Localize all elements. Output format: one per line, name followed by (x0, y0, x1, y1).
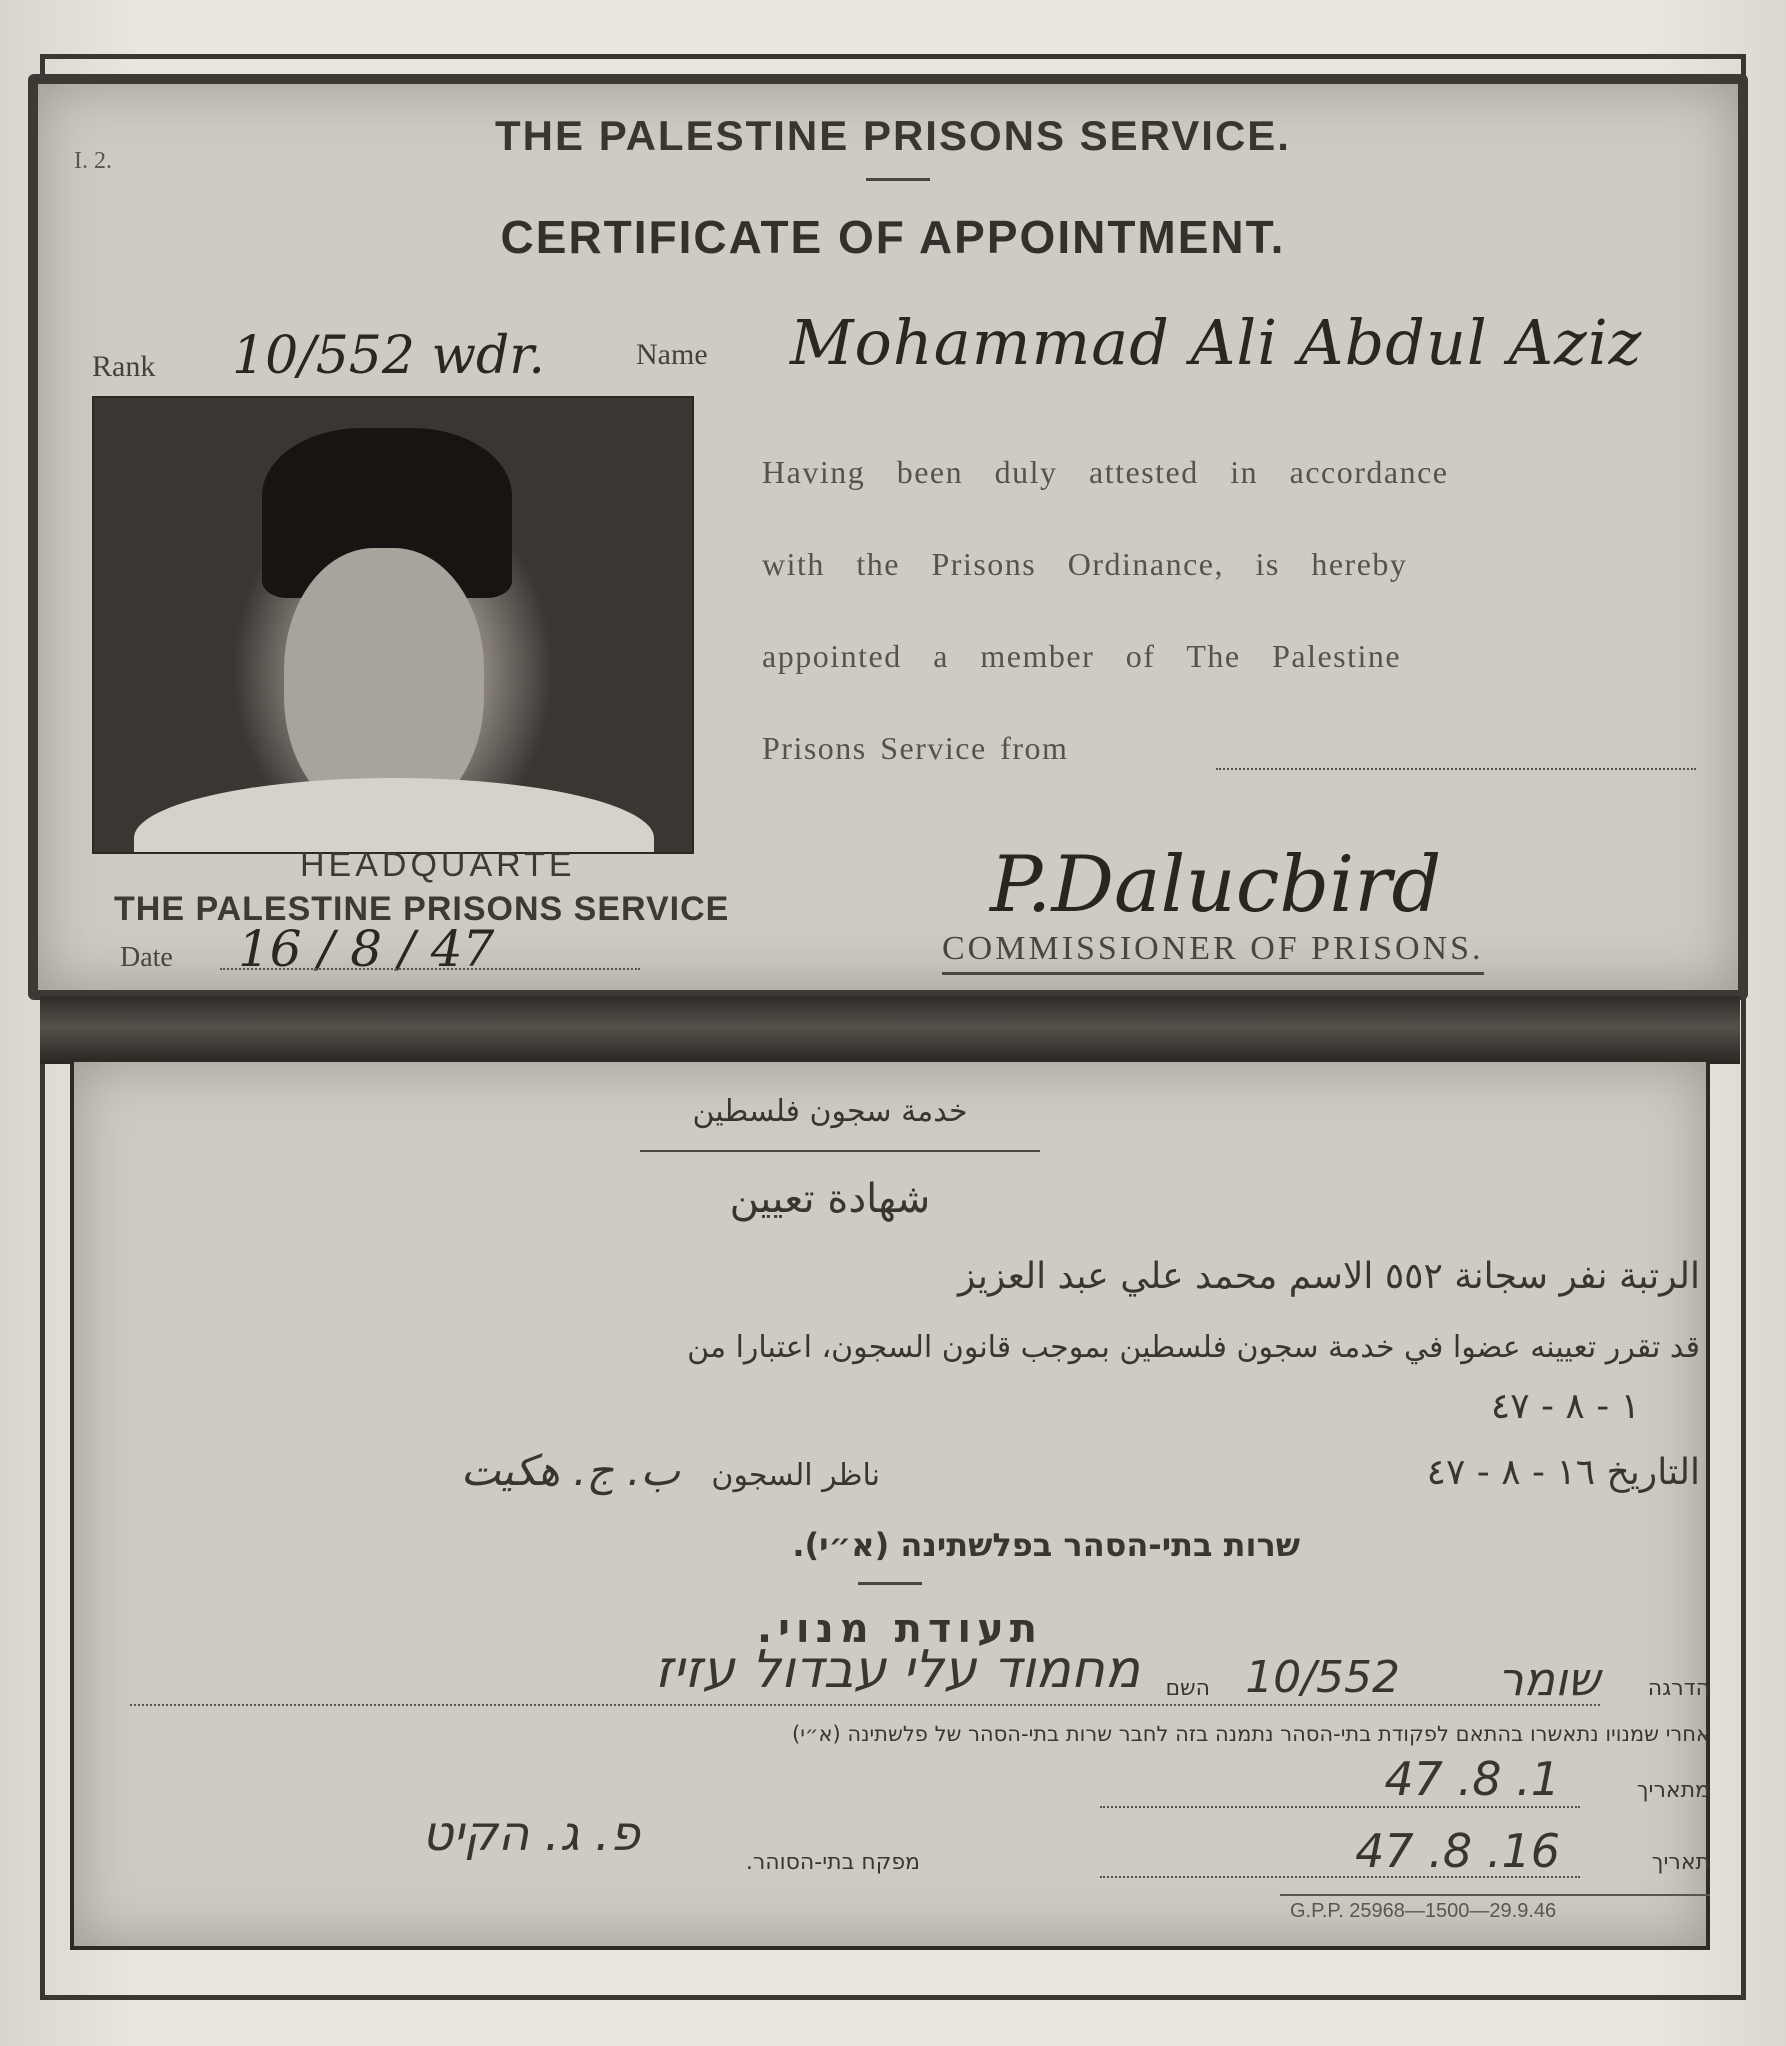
name-value: Mohammad Ali Abdul Aziz (790, 306, 1643, 379)
date-underline (220, 968, 640, 970)
hebrew-header: שרות בתי-הסהר בפלשתינה (א״י). (792, 1526, 1300, 1564)
date-label: Date (120, 942, 173, 973)
from-date-blank (1216, 768, 1696, 770)
hebrew-rank-label: הדרגה (1647, 1676, 1710, 1701)
form-code: I. 2. (74, 148, 112, 174)
commissioner-title: COMMISSIONER OF PRISONS. (942, 930, 1484, 975)
hebrew-title: תעודת מנוי. (756, 1606, 1044, 1652)
shirt (134, 778, 654, 854)
portrait-photo (92, 396, 694, 854)
date-value: 16 / 8 / 47 (238, 920, 495, 978)
hebrew-body-line: אחרי שמנויו נתאשרו בהתאם לפקודת בתי-הסהר נתמנה בזה לחבר שרות בתי-הסהר של פלשתינה (א״י) (792, 1722, 1710, 1746)
hebrew-name-line (130, 1704, 1600, 1706)
certificate-title: CERTIFICATE OF APPOINTMENT. (500, 211, 1286, 263)
arabic-commissioner-signature: ب. ج. هكيت (460, 1446, 680, 1495)
hebrew-name-label: השם (1165, 1676, 1210, 1701)
hebrew-commissioner-label: מפקח בתי-הסוהר. (745, 1850, 920, 1875)
hebrew-number-value: 10/552 (1245, 1652, 1400, 1703)
rank-label: Rank (92, 350, 156, 383)
hebrew-commissioner-signature: פ. ג. הקיט (421, 1806, 640, 1862)
body-line-3: appointed a member of The Palestine (762, 638, 1402, 674)
rank-value: 10/552 wdr. (232, 326, 545, 386)
arabic-header: خدمة سجون فلسطين (692, 1094, 968, 1129)
name-label: Name (636, 338, 708, 371)
arabic-from-date: ١ - ٨ - ٤٧ (1490, 1386, 1640, 1427)
hebrew-date-label: תאריך (1651, 1850, 1710, 1875)
hebrew-from-value: 1. 8. 47 (1384, 1752, 1560, 1806)
arabic-date-line: التاريخ ١٦ - ٨ - ٤٧ (1426, 1452, 1700, 1493)
hebrew-date-line (1100, 1876, 1580, 1878)
arabic-commissioner-label: ناظر السجون (711, 1458, 880, 1493)
body-line-1: Having been duly attested in accordance (762, 454, 1449, 490)
stamp-line-2: THE PALESTINE PRISONS SERVICE (114, 890, 730, 928)
stamp-line-1: HEADQUARTE (300, 846, 576, 884)
header-divider (866, 178, 930, 181)
print-code-rule (1280, 1894, 1710, 1896)
arabic-header-divider (640, 1150, 1040, 1152)
commissioner-signature: P.Dalucbird (990, 840, 1442, 930)
hebrew-from-label: מתאריך (1636, 1778, 1710, 1803)
body-line-4: Prisons Service from (762, 730, 1069, 766)
print-code: G.P.P. 25968—1500—29.9.46 (1290, 1900, 1557, 1922)
hebrew-date-value: 16. 8. 47 (1355, 1824, 1560, 1878)
arabic-rank-name-line: الرتبة نفر سجانة ٥٥٢ الاسم محمد علي عبد العزيز (958, 1256, 1700, 1297)
arabic-body-line: قد تقرر تعيينه عضوا في خدمة سجون فلسطين بموجب قانون السجون، اعتبارا من (687, 1330, 1700, 1365)
hebrew-from-line (1100, 1806, 1580, 1808)
hebrew-name-value: מחמוד עלי עבדול עזיז (654, 1640, 1140, 1700)
body-line-2: with the Prisons Ordinance, is hereby (762, 546, 1408, 582)
arabic-title: شهادة تعيين (729, 1176, 931, 1222)
hebrew-header-divider (858, 1582, 922, 1585)
fold-spine (40, 996, 1740, 1064)
hebrew-rank-value: שומר (1497, 1652, 1600, 1706)
service-header: THE PALESTINE PRISONS SERVICE. (495, 112, 1291, 159)
